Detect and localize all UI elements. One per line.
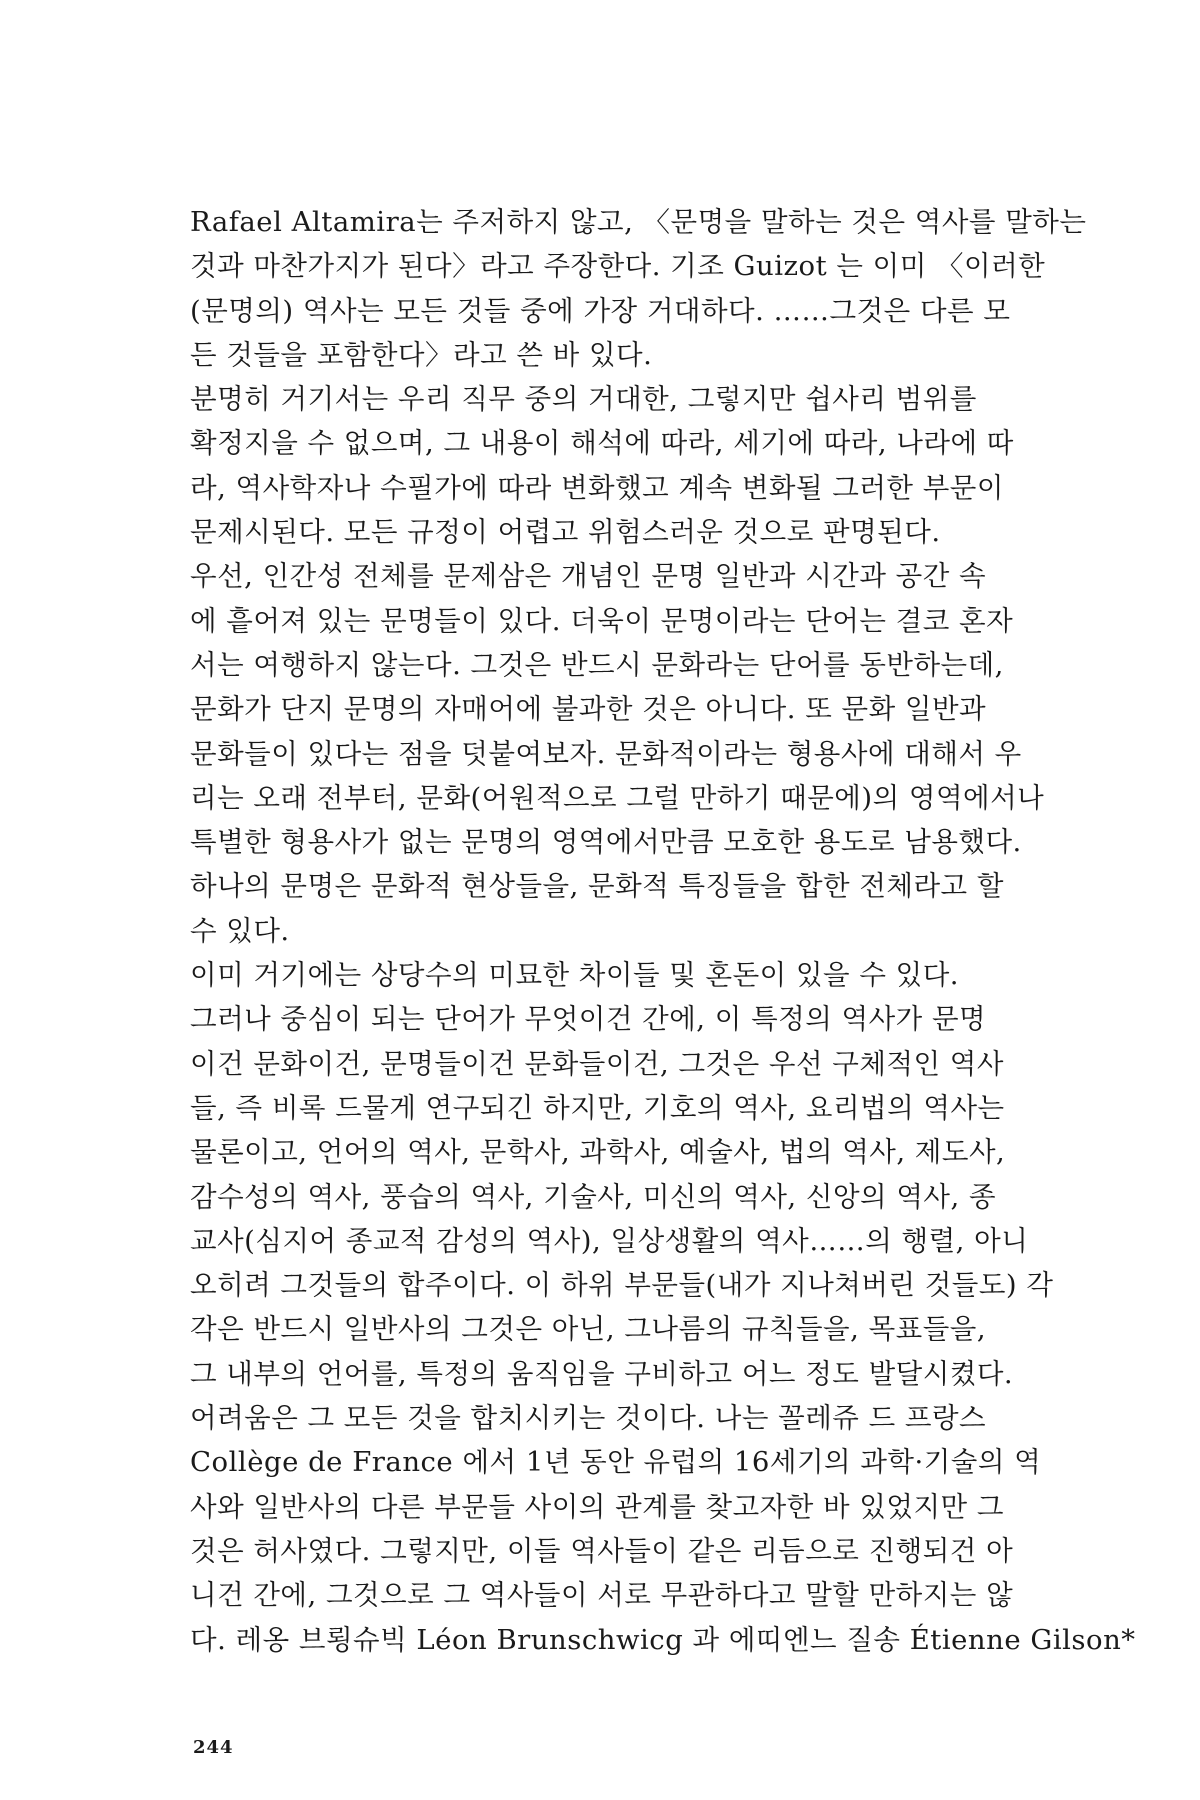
body-text: [190, 200, 1136, 1662]
text-line: 교사(심지어 종교적 감성의 역사), 일상생활의 역사……의 행렬, 아니: [190, 1224, 1029, 1257]
text-line: 리는 오래 전부터, 문화(어원적으로 그럴 만하기 때문에)의 영역에서나: [190, 781, 1045, 814]
text-line: 들, 즉 비록 드물게 연구되긴 하지만, 기호의 역사, 요리법의 역사는: [190, 1091, 1005, 1124]
text-line: 분명히 거기서는 우리 직무 중의 거대한, 그렇지만 쉽사리 범위를: [190, 383, 977, 416]
text-line: 서는 여행하지 않는다. 그것은 반드시 문화라는 단어를 동반하는데,: [190, 648, 1004, 681]
text-line: 에 흩어져 있는 문명들이 있다. 더욱이 문명이라는 단어는 결코 혼자: [190, 604, 1014, 637]
text-line: 이미 거기에는 상당수의 미묘한 차이들 및 혼돈이 있을 수 있다.: [190, 959, 960, 992]
text-line: 그 내부의 언어를, 특정의 움직임을 구비하고 어느 정도 발달시켰다.: [190, 1357, 1014, 1390]
page-number: 244: [193, 1737, 234, 1758]
text-line: 각은 반드시 일반사의 그것은 아닌, 그나름의 규칙들을, 목표들을,: [190, 1313, 987, 1346]
text-line: Collège de France 에서 1년 동안 유럽의 16세기의 과학·기술의 역: [190, 1446, 1042, 1479]
text-line: 라, 역사학자나 수필가에 따라 변화했고 계속 변화될 그러한 부문이: [190, 471, 1004, 504]
text-line: 그러나 중심이 되는 단어가 무엇이건 간에, 이 특정의 역사가 문명: [190, 1003, 987, 1036]
text-line: 니건 간에, 그것으로 그 역사들이 서로 무관하다고 말할 만하지는 않: [190, 1579, 1014, 1612]
text-line: 특별한 형용사가 없는 문명의 영역에서만큼 모호한 용도로 남용했다.: [190, 826, 1022, 859]
text-line: 어려움은 그 모든 것을 합치시키는 것이다. 나는 꼴레쥬 드 프랑스: [190, 1402, 987, 1435]
text-line: 확정지을 수 없으며, 그 내용이 해석에 따라, 세기에 따라, 나라에 따: [190, 427, 1014, 460]
text-line: 다. 레옹 브룅슈빅 Léon Brunschwicg 과 에띠엔느 질송 Étienne Gilson*: [190, 1623, 1136, 1656]
text-line: 수 있다.: [190, 914, 290, 947]
text-line: 이건 문화이건, 문명들이건 문화들이건, 그것은 우선 구체적인 역사: [190, 1047, 1004, 1080]
text-line: 사와 일반사의 다른 부문들 사이의 관계를 찾고자한 바 있었지만 그: [190, 1490, 1004, 1523]
text-line: 우선, 인간성 전체를 문제삼은 개념인 문명 일반과 시간과 공간 속: [190, 560, 987, 593]
text-line: (문명의) 역사는 모든 것들 중에 가장 거대하다. ……그것은 다른 모: [190, 294, 1011, 327]
text-line: 오히려 그것들의 합주이다. 이 하위 부문들(내가 지나쳐버린 것들도) 각: [190, 1269, 1054, 1302]
text-line: Rafael Altamira는 주저하지 않고, 〈문명을 말하는 것은 역사를 말하는: [190, 206, 1087, 238]
text-line: 든 것들을 포함한다〉라고 쓴 바 있다.: [190, 338, 653, 371]
text-line: 것과 마찬가지가 된다〉라고 주장한다. 기조 Guizot 는 이미 〈이러한: [190, 250, 1046, 283]
text-line: 문화들이 있다는 점을 덧붙여보자. 문화적이라는 형용사에 대해서 우: [190, 737, 1022, 770]
text-line: 하나의 문명은 문화적 현상들을, 문화적 특징들을 합한 전체라고 할: [190, 870, 1004, 903]
text-line: 문화가 단지 문명의 자매어에 불과한 것은 아니다. 또 문화 일반과: [190, 693, 987, 726]
text-line: 것은 허사였다. 그렇지만, 이들 역사들이 같은 리듬으로 진행되건 아: [190, 1534, 1014, 1567]
text-line: 감수성의 역사, 풍습의 역사, 기술사, 미신의 역사, 신앙의 역사, 종: [190, 1180, 997, 1213]
text-line: 문제시된다. 모든 규정이 어렵고 위험스러운 것으로 판명된다.: [190, 516, 941, 549]
text-line: 물론이고, 언어의 역사, 문학사, 과학사, 예술사, 법의 역사, 제도사,: [190, 1136, 1006, 1169]
